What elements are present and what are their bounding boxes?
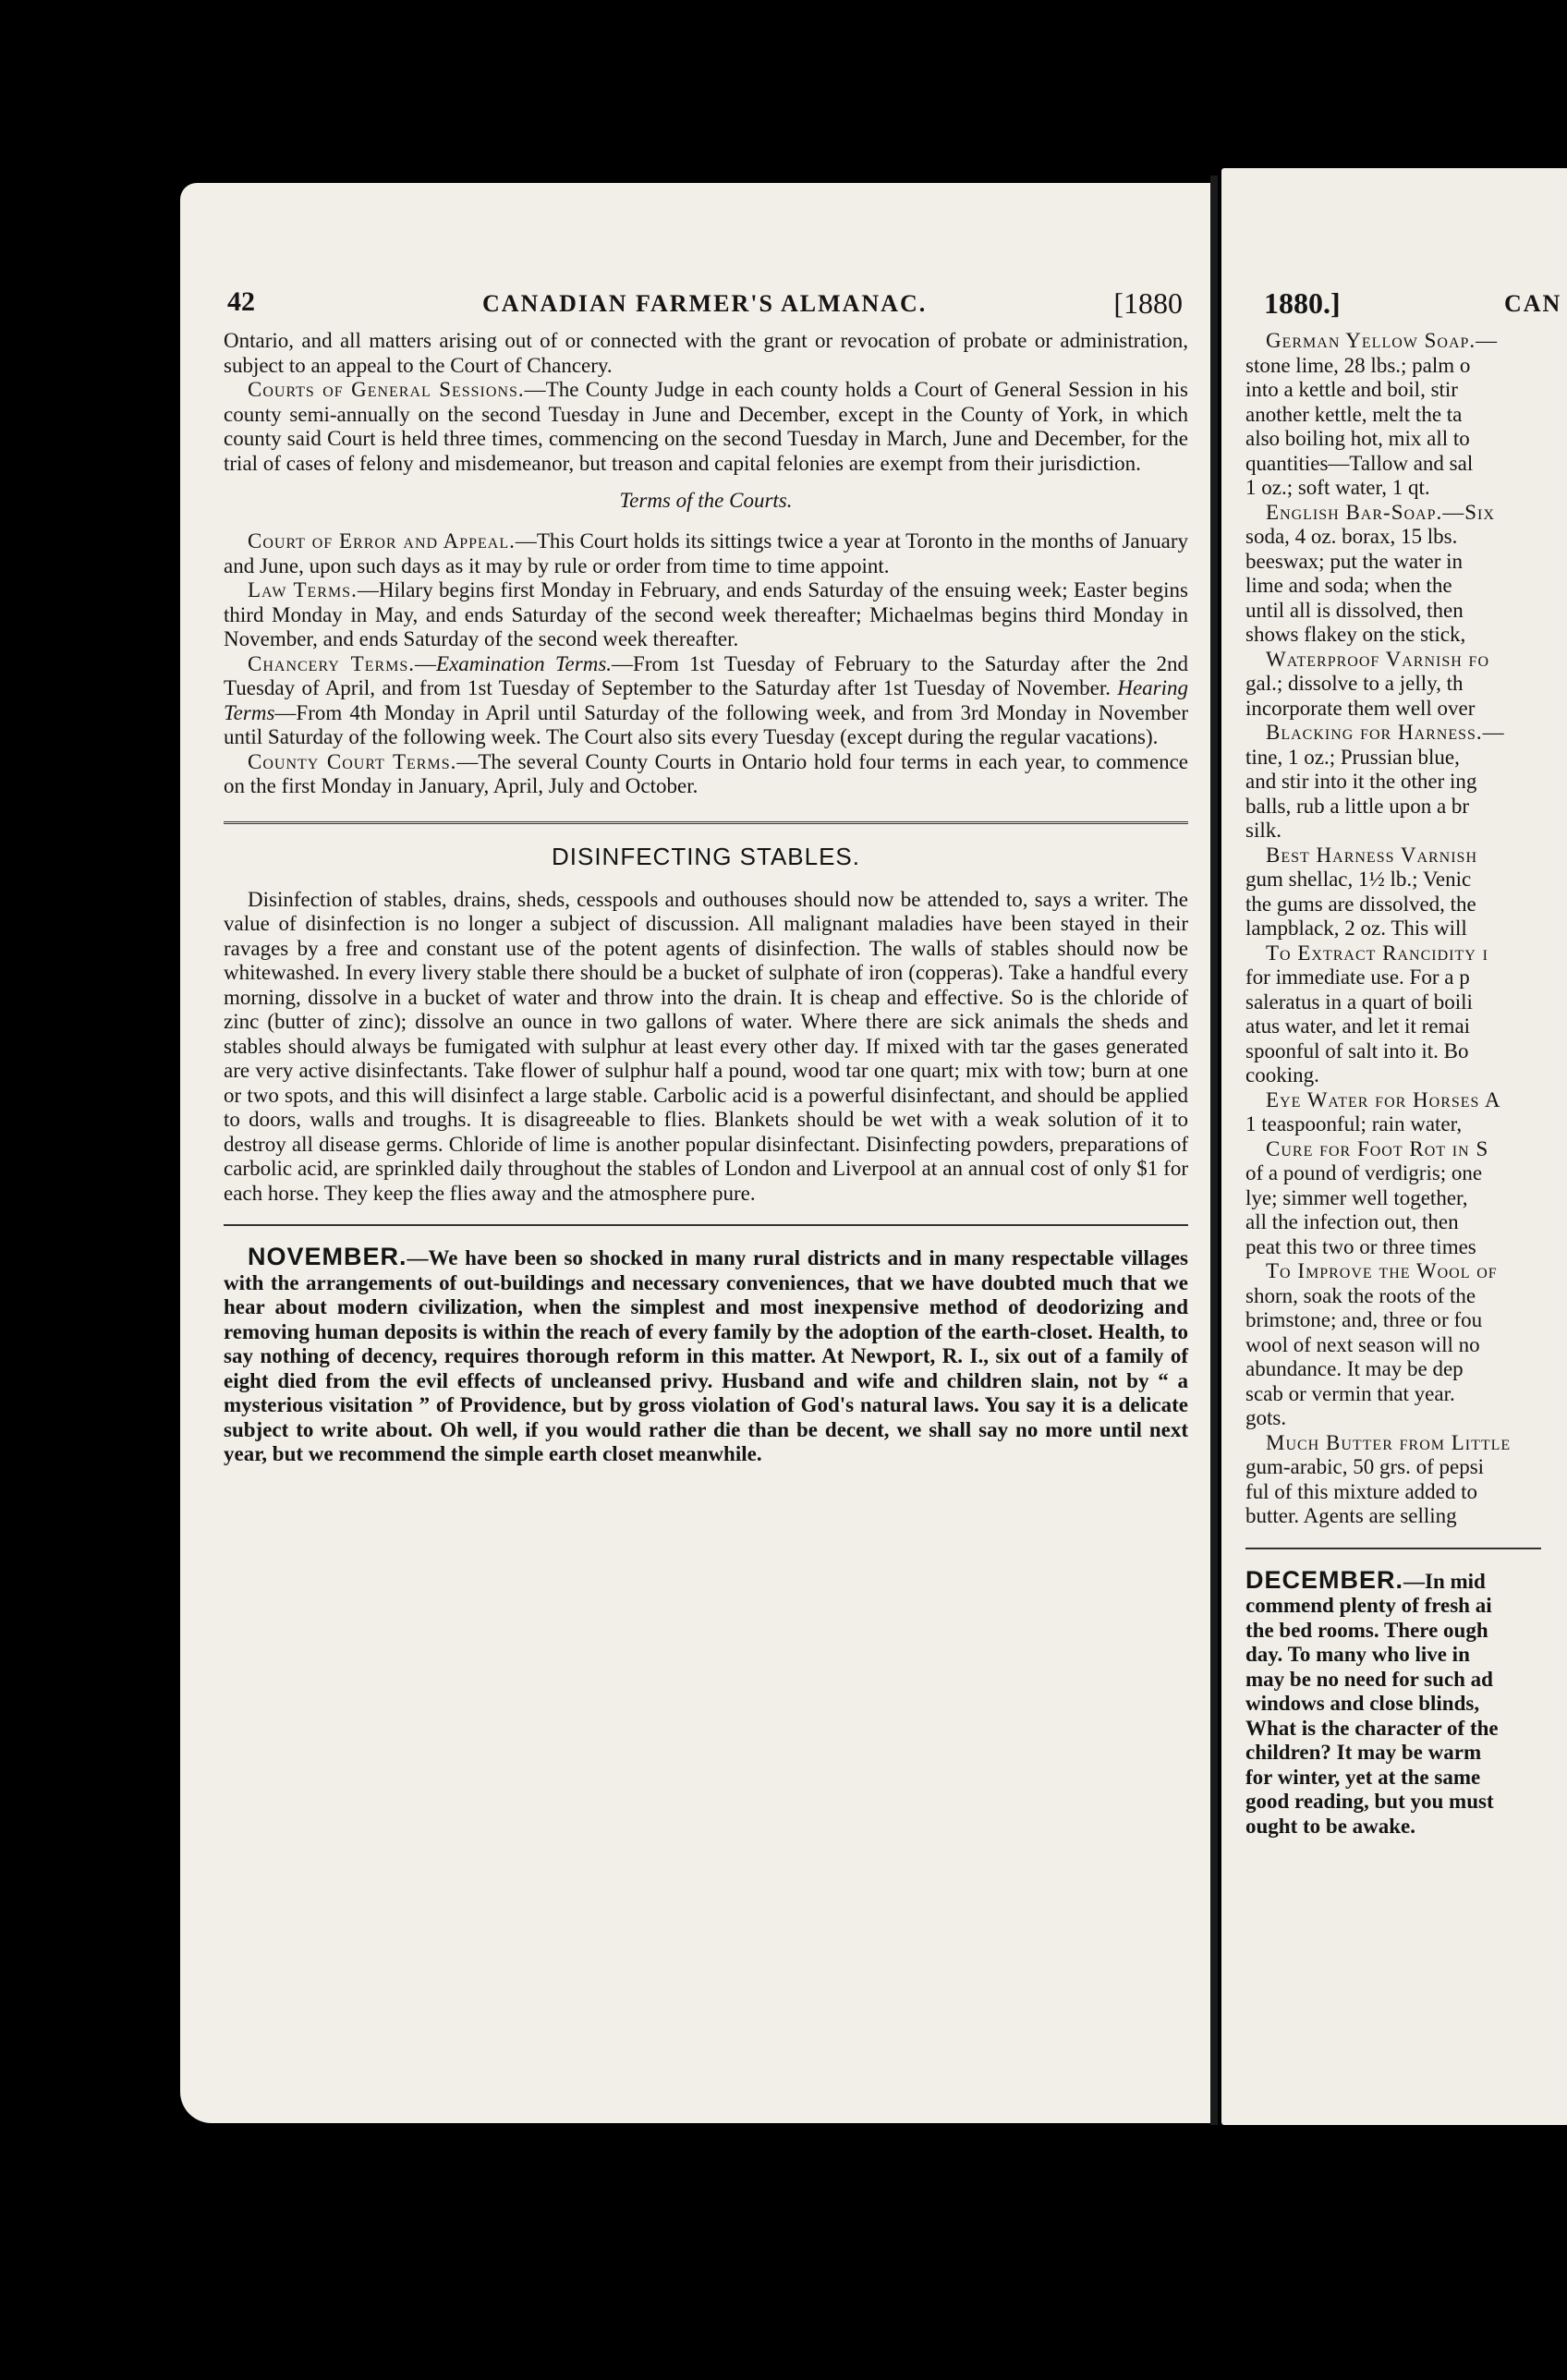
right-page-line: gots. xyxy=(1245,1406,1287,1429)
right-page-line: soda, 4 oz. borax, 15 lbs. xyxy=(1245,525,1458,548)
ontario-paragraph: Ontario, and all matters arising out of or connected with the grant or revocation of probate or administration, subject to an appeal to the Court of Chancery. xyxy=(224,329,1188,377)
right-page-line: atus water, and let it remai xyxy=(1245,1014,1471,1038)
december-line: children? It may be warm xyxy=(1245,1741,1482,1764)
error-appeal-text: —This Court holds its sittings twice a year at Toronto in the months of January and June, upon such days as it may by rule or order from time to time appoint. xyxy=(224,529,1188,577)
right-page-line: silk. xyxy=(1245,819,1282,842)
december-line: good reading, but you must xyxy=(1245,1790,1494,1813)
right-page-line: and stir into it the other ing xyxy=(1245,770,1477,793)
law-terms-lead: Law Terms. xyxy=(248,578,358,601)
general-sessions-lead: Courts of General Sessions. xyxy=(248,378,525,401)
right-page-line: until all is dissolved, then xyxy=(1245,598,1464,622)
right-page-line: Eye Water for Horses A xyxy=(1266,1087,1501,1111)
right-page-line: lampblack, 2 oz. This will xyxy=(1245,917,1467,940)
right-page-line: Much Butter from Little xyxy=(1266,1430,1512,1454)
right-page-line: Best Harness Varnish xyxy=(1266,843,1478,867)
chancery-text-1: —From 1st Tuesday of February to the Saturday after the 2nd Tuesday of April, and from 1st Tuesday of September to the Saturday after 1st Tuesday of November. xyxy=(224,651,1188,699)
right-page-line: butter. Agents are selling xyxy=(1245,1504,1457,1527)
right-page-line: brimstone; and, three or fou xyxy=(1245,1308,1483,1331)
right-page-line: To Improve the Wool of xyxy=(1266,1259,1498,1282)
section-divider-2 xyxy=(224,1224,1188,1226)
right-page-line: balls, rub a little upon a br xyxy=(1245,794,1470,818)
december-line: day. To many who live in xyxy=(1245,1643,1470,1666)
error-appeal-paragraph xyxy=(224,529,1188,578)
november-body: —We have been so shocked in many rural districts and in many respectable villages with the arrangements of out-buildings and necessary conveniences, that we have doubted much that we hear about modern civilization, when the simplest and most inexpensive method of deodorizing and removing human deposits is within the reach of every family by the adoption of the earth-closet. Health, to say nothing of decency, requires thorough reform in this matter. At Newport, R. I., six out of a family of eight died from the evil effects of uncleansed privy. Husband and wife and children slain, not by “ a mysterious visitation ” of Providence, but by gross violation of God's natural laws. You say it is a delicate subject to write about. Oh well, if you would rather die than be decent, we shall say no more until next year, but we recommend the simple earth closet meanwhile. xyxy=(224,1246,1188,1465)
examination-terms: Examination Terms. xyxy=(436,651,613,675)
right-page-line: 1 teaspoonful; rain water, xyxy=(1245,1112,1463,1135)
right-page-line: wool of next season will no xyxy=(1245,1332,1480,1356)
november-lead: NOVEMBER. xyxy=(248,1243,407,1270)
right-page-line: quantities—Tallow and sal xyxy=(1245,451,1474,475)
right-page-line: all the infection out, then xyxy=(1245,1210,1459,1233)
right-page-line: incorporate them well over xyxy=(1245,696,1476,720)
december-line: may be no need for such ad xyxy=(1245,1667,1493,1691)
right-page-line: English Bar-Soap.—Six xyxy=(1266,500,1495,524)
right-page-line: To Extract Rancidity i xyxy=(1266,941,1488,965)
december-line: ought to be awake. xyxy=(1245,1814,1416,1838)
right-page-line: gum-arabic, 50 grs. of pepsi xyxy=(1245,1455,1485,1478)
right-header-year: 1880.] xyxy=(1264,286,1341,320)
right-page-line: lye; simmer well together, xyxy=(1245,1185,1468,1209)
left-running-header xyxy=(224,286,1188,329)
right-page-line: Blacking for Harness.— xyxy=(1266,721,1505,744)
december-line: for winter, yet at the same xyxy=(1245,1765,1481,1789)
december-section xyxy=(1245,1568,1567,1840)
right-page-line: shorn, soak the roots of the xyxy=(1245,1283,1476,1307)
right-page-line: Cure for Foot Rot in S xyxy=(1266,1136,1489,1160)
disinfecting-body: Disinfection of stables, drains, sheds, cesspools and outhouses should now be attended to, says a writer. The value of disinfection is no longer a subject of discussion. All malignant maladies have been stayed in their ravages by a free and constant use of the potent agents of disinfection. The walls of stables should now be whitewashed. In every livery stable there should be a bucket of sulphate of iron (copperas). Take a handful every morning, dissolve in a bucket of water and throw into the drain. It is cheap and effective. So is the chloride of zinc (butter of zinc); dissolve an ounce in two gallons of water. Where there are sick animals the sheds and stables should always be fumigated with sulphur at least every other day. If mixed with tar the gases generated are very active disinfectants. Take flower of sulphur half a pound, wood tar one quart; mix with tow; burn at one or two spots, and this will disinfect a large stable. Carbolic acid is a powerful disinfectant, and should be applied to doors, walls and troughs. It is disagreeable to flies. Blankets should be wet with a weak solution of it to destroy all disease germs. Chloride of lime is another popular disinfectant. Disinfecting powders, preparations of carbolic acid, are sprinkled daily throughout the stables of London and Liverpool at an annual cost of only $1 for each horse. They keep the flies away and the atmosphere pure. xyxy=(224,887,1188,1205)
december-line: commend plenty of fresh ai xyxy=(1245,1594,1492,1617)
terms-heading: Terms of the Courts. xyxy=(619,489,793,512)
right-page-line: of a pound of verdigris; one xyxy=(1245,1161,1483,1184)
right-page-line: 1 oz.; soft water, 1 qt. xyxy=(1245,476,1430,499)
page-gutter xyxy=(1210,176,1218,2125)
right-page-line: gum shellac, 1½ lb.; Venic xyxy=(1245,868,1472,891)
right-page-content xyxy=(1245,286,1567,1839)
december-lead: DECEMBER. xyxy=(1245,1567,1404,1594)
general-sessions-paragraph xyxy=(224,378,1188,476)
general-sessions-text: —The County Judge in each county holds a Court of General Session in his county semi-annually on the second Tuesday in June and December, except in the County of York, in which county said Court is held three times, commencing on the second Tuesday in March, June and December, for the trial of cases of felony and misdemeanor, but treason and capital felonies are exempt from their jurisdiction. xyxy=(224,378,1188,475)
county-court-text: —The several County Courts in Ontario hold four terms in each year, to commence on the first Monday in January, April, July and October. xyxy=(224,749,1188,797)
right-page-line: into a kettle and boil, stir xyxy=(1245,378,1458,401)
right-running-title: CAN xyxy=(1504,290,1562,317)
december-first-line xyxy=(1245,1568,1567,1595)
disinfecting-title: DISINFECTING STABLES. xyxy=(551,842,860,870)
county-court-lead: County Court Terms. xyxy=(248,749,457,773)
law-terms-text: —Hilary begins first Monday in February, and ends Saturday of the ensuing week; Easter begins third Monday in May, and ends Saturday of the second week thereafter; Michaelmas begins third Monday in November, and ends Saturday of the second week thereafter. xyxy=(224,578,1188,650)
running-title: CANADIAN FARMER'S ALMANAC. xyxy=(482,290,928,317)
right-page-line: gal.; dissolve to a jelly, th xyxy=(1245,672,1464,695)
right-page-line: German Yellow Soap.— xyxy=(1266,329,1499,352)
right-page-line: saleratus in a quart of boili xyxy=(1245,990,1473,1014)
december-line: windows and close blinds, xyxy=(1245,1692,1480,1715)
right-page-line: another kettle, melt the ta xyxy=(1245,402,1463,426)
november-paragraph xyxy=(224,1245,1188,1467)
december-line: the bed rooms. There ough xyxy=(1245,1618,1488,1642)
right-page-line: cooking. xyxy=(1245,1063,1319,1087)
county-court-paragraph xyxy=(224,750,1188,799)
error-appeal-lead: Court of Error and Appeal. xyxy=(248,529,516,552)
right-divider xyxy=(1245,1548,1541,1549)
right-page-line: also boiling hot, mix all to xyxy=(1245,427,1470,450)
right-page-line: Waterproof Varnish fo xyxy=(1266,647,1489,671)
right-page-line: for immediate use. For a p xyxy=(1245,965,1470,989)
right-page-line: tine, 1 oz.; Prussian blue, xyxy=(1245,745,1460,769)
right-page-line: spoonful of salt into it. Bo xyxy=(1245,1038,1469,1062)
right-page-line: peat this two or three times xyxy=(1245,1234,1476,1258)
chancery-terms-paragraph xyxy=(224,652,1188,750)
december-line-0: —In mid xyxy=(1403,1569,1486,1593)
right-page-line: scab or vermin that year. xyxy=(1245,1381,1455,1405)
right-page-lines xyxy=(1245,329,1567,1529)
section-divider xyxy=(224,821,1188,824)
chancery-dash: — xyxy=(415,651,437,675)
hearing-terms: Hearing Terms xyxy=(224,676,1189,724)
december-line: What is the character of the xyxy=(1245,1716,1499,1740)
right-page-line: lime and soda; when the xyxy=(1245,574,1452,597)
page-number: 42 xyxy=(227,286,255,317)
right-page-line: stone lime, 28 lbs.; palm o xyxy=(1245,353,1471,377)
december-lines xyxy=(1245,1594,1567,1839)
right-running-header xyxy=(1245,286,1567,329)
law-terms-paragraph xyxy=(224,578,1188,652)
right-page-line: ful of this mixture added to xyxy=(1245,1479,1478,1503)
header-year: [1880 xyxy=(1113,286,1183,320)
right-page-line: beeswax; put the water in xyxy=(1245,549,1464,573)
november-section xyxy=(224,1245,1188,1467)
chancery-text-2: —From 4th Monday in April until Saturday of the following week, and from 3rd Monday in November until Saturday of the following week. The Court also sits every Tuesday (except during the regular vacations). xyxy=(224,700,1188,748)
right-page-line: abundance. It may be dep xyxy=(1245,1357,1464,1380)
left-page-content xyxy=(224,286,1188,1467)
chancery-terms-lead: Chancery Terms. xyxy=(248,651,416,675)
right-page-line: the gums are dissolved, the xyxy=(1245,892,1476,916)
right-page-line: shows flakey on the stick, xyxy=(1245,623,1466,646)
